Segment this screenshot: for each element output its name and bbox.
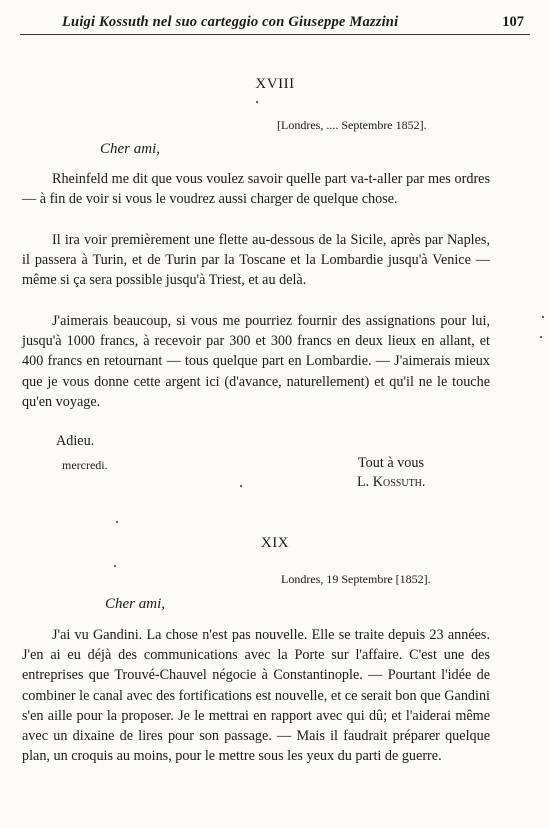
letter-dateline: Londres, 19 Septembre [1852]. (281, 572, 431, 586)
letter-signoff: Tout à vous (358, 455, 424, 471)
letter-closing: Adieu. (56, 433, 95, 449)
speck (116, 521, 118, 523)
letter-dateline: [Londres, .... Septembre 1852]. (277, 118, 427, 132)
speck (542, 316, 544, 318)
speck (540, 336, 542, 338)
speck (256, 101, 258, 103)
letter-paragraph: Rheinfeld me dit que vous voulez savoir quelle part va-t-aller par mes ordres — à fin de voir si vous le voudrez aussi charger de quelque chose. (22, 171, 490, 208)
letter-day: mercredi. (62, 458, 108, 472)
letter-paragraph: J'ai vu Gandini. La chose n'est pas nouvelle. Elle se traite depuis 23 années. J'en ai eu déjà des communications avec la Porte sur l'affaire. C'est une des entreprises que Trouvé-Chauvel négocie à Constantinople. — Pourtant l'idée de combiner le canal avec des fortifications est nouvelle, et ce serait bon que Gandini s'en aille pour la proposer. Je le mettrai en rapport avec qui dû; et l'aiderai même avec un dixaine de lires pour son passage. — Mais il faudrait préparer quelque plan, un croquis au moins, pour le mettre sous les yeux du parti de guerre. (22, 627, 490, 765)
letter-number: XVIII (255, 76, 295, 92)
speck (114, 565, 116, 567)
letter-salutation: Cher ami, (100, 141, 160, 157)
running-header (20, 12, 530, 35)
speck (240, 485, 242, 487)
page-number: 107 (502, 14, 524, 30)
letter-paragraph: J'aimerais beaucoup, si vous me pourriez fournir des assignations pour lui, jusqu'à 1000 francs, à recevoir par 300 et 300 francs en deux lieux en allant, et 400 francs en retournant — tous quelque part en Lombardie. — J'aimerais mieux que je vous donne cette argent ici (d'avance, naturellement) et qu'il ne le touche qu'en voyage. (22, 313, 490, 410)
running-title: Luigi Kossuth nel suo carteggio con Giuseppe Mazzini (62, 14, 399, 30)
letter-number: XIX (260, 535, 290, 551)
letter-signature: L. Kossuth. (357, 474, 426, 490)
letter-salutation: Cher ami, (105, 596, 165, 612)
letter-paragraph: Il ira voir premièrement une flette au-dessous de la Sicile, après par Naples, il passera à Turin, et de Turin par la Toscane et la Lombardie jusqu'à Venice — même si ça sera possible jusqu'à Triest, et au delà. (22, 232, 490, 289)
